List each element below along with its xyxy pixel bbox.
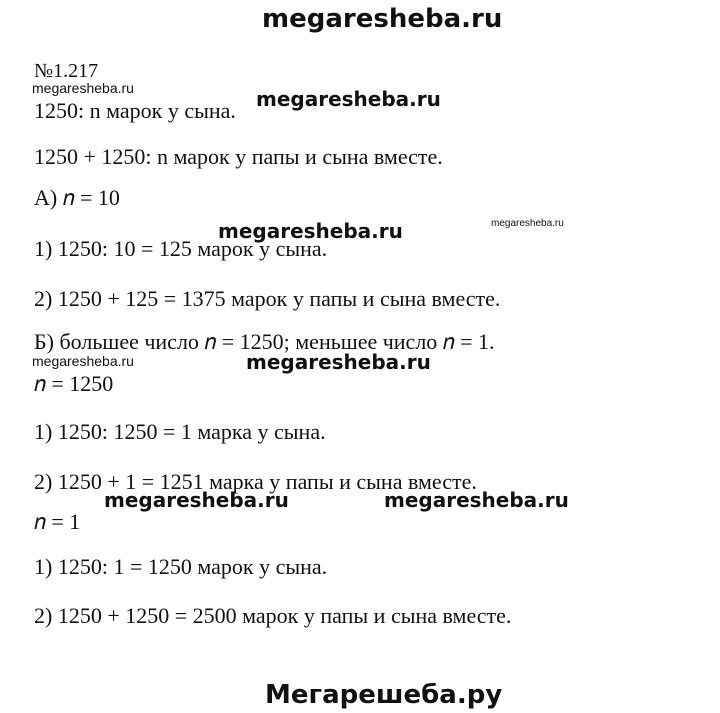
watermark: megaresheba.ru	[384, 488, 569, 512]
solution-line: 𝑛 = 1	[34, 509, 81, 534]
watermark: megaresheba.ru	[491, 218, 564, 229]
watermark: megaresheba.ru	[256, 87, 441, 111]
solution-line: 1) 1250: 1250 = 1 марка у сына.	[34, 419, 326, 444]
solution-line: 1) 1250: 10 = 125 марок у сына.	[34, 236, 328, 261]
watermark: megaresheba.ru	[218, 219, 403, 243]
solution-line: 2) 1250 + 1250 = 2500 марок у папы и сына вместе.	[34, 603, 512, 628]
solution-line: Б) большее число 𝑛 = 1250; меньшее число 𝑛 = 1.	[34, 329, 495, 354]
solution-line: 1250 + 1250: n марок у папы и сына вместе.	[34, 144, 443, 169]
solution-line: 2) 1250 + 1 = 1251 марка у папы и сына вместе.	[34, 469, 477, 494]
site-footer: Мегарешеба.ру	[265, 680, 503, 710]
site-header: megaresheba.ru	[262, 4, 503, 34]
solution-line: 2) 1250 + 125 = 1375 марок у папы и сына вместе.	[34, 286, 501, 311]
solution-line: 𝑛 = 1250	[34, 371, 114, 396]
solution-line: 1250: n марок у сына.	[34, 98, 236, 123]
solution-line: 1) 1250: 1 = 1250 марок у сына.	[34, 554, 328, 579]
watermark: megaresheba.ru	[32, 80, 134, 96]
watermark: megaresheba.ru	[32, 353, 134, 369]
watermark: megaresheba.ru	[246, 350, 431, 374]
solution-line: А) 𝑛 = 10	[34, 185, 120, 210]
watermark: megaresheba.ru	[104, 488, 289, 512]
task-number: №1.217	[34, 60, 99, 82]
